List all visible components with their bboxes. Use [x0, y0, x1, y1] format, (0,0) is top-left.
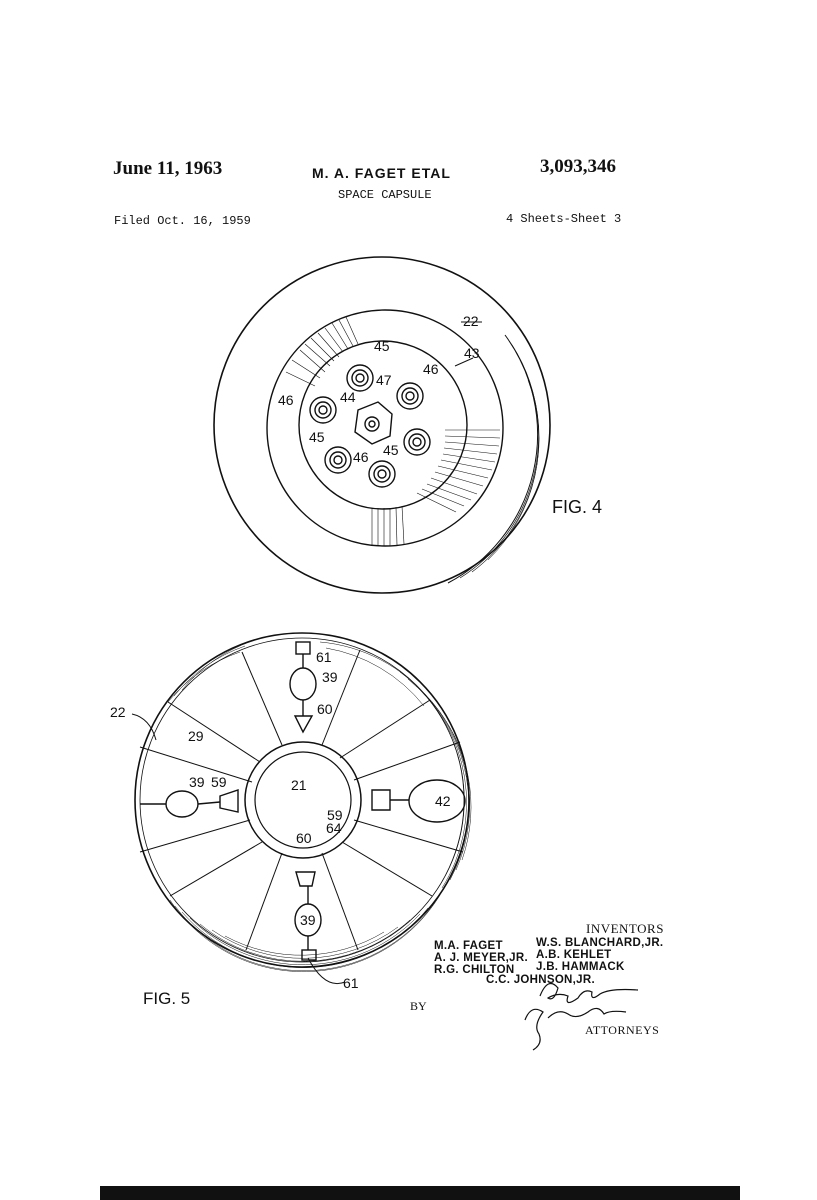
- fig5-label-64: 64: [326, 820, 342, 836]
- inventor-name: A.B. KEHLET: [536, 949, 612, 961]
- fig4-center-hub: [355, 402, 392, 444]
- fig4-caption: FIG. 4: [552, 497, 603, 517]
- inventor-name: J.B. HAMMACK: [536, 961, 625, 973]
- fig4-label-44: 44: [340, 389, 356, 405]
- fig5-label-21: 21: [291, 777, 307, 793]
- fig4-label-22: 22: [463, 313, 479, 329]
- fig4-label-46c: 46: [353, 449, 369, 465]
- fig5-label-60a: 60: [317, 701, 333, 717]
- inventor-name: R.G. CHILTON: [434, 964, 515, 976]
- fig5-label-61a: 61: [316, 649, 332, 665]
- inventors-short: M. A. FAGET ETAL: [312, 165, 451, 181]
- fig4-drawing: [214, 257, 550, 593]
- fig5-tank-39-top: [290, 668, 316, 700]
- inventor-name: C.C. JOHNSON,JR.: [486, 974, 595, 986]
- fig5-label-39c: 39: [300, 912, 316, 928]
- attorneys-label: ATTORNEYS: [585, 1023, 660, 1037]
- scan-edge-bar: [100, 1186, 740, 1200]
- fig5-tank-39-left: [166, 791, 198, 817]
- fig4-label-45c: 45: [383, 442, 399, 458]
- fig4-label-46a: 46: [423, 361, 439, 377]
- fig5-label-22: 22: [110, 704, 126, 720]
- fig5-label-59b: 59: [327, 807, 343, 823]
- fig4-label-45a: 45: [374, 338, 390, 354]
- fig4-label-47: 47: [376, 372, 392, 388]
- fig5-shading: [168, 641, 471, 972]
- sheet-number: 4 Sheets-Sheet 3: [506, 212, 622, 226]
- fig4-label-45b: 45: [309, 429, 325, 445]
- fig5-label-61b: 61: [343, 975, 359, 991]
- fig4-outer-shell: [214, 257, 550, 593]
- inventor-name: W.S. BLANCHARD,JR.: [536, 937, 664, 949]
- fig5-label-29: 29: [188, 728, 204, 744]
- fig4-nozzles: [310, 365, 430, 487]
- fig5-caption: FIG. 5: [143, 989, 191, 1008]
- fig4-label-46b: 46: [278, 392, 294, 408]
- fig5-label-39a: 39: [322, 669, 338, 685]
- fig5-label-60b: 60: [296, 830, 312, 846]
- filed-date: Filed Oct. 16, 1959: [114, 214, 251, 228]
- fig5-label-59a: 59: [211, 774, 227, 790]
- fig5-label-42: 42: [435, 793, 451, 809]
- by-label: BY: [410, 999, 427, 1013]
- inventors-label: INVENTORS: [586, 921, 664, 936]
- patent-title: SPACE CAPSULE: [338, 188, 432, 202]
- patent-date: June 11, 1963: [113, 158, 223, 179]
- attorney-signature: [525, 984, 638, 1051]
- fig4-label-43: 43: [464, 345, 480, 361]
- inventor-name: A. J. MEYER,JR.: [434, 952, 528, 964]
- fig4-center-plate: [299, 341, 467, 509]
- patent-number: 3,093,346: [540, 156, 616, 177]
- inventor-name: M.A. FAGET: [434, 940, 503, 952]
- fig5-label-39b: 39: [189, 774, 205, 790]
